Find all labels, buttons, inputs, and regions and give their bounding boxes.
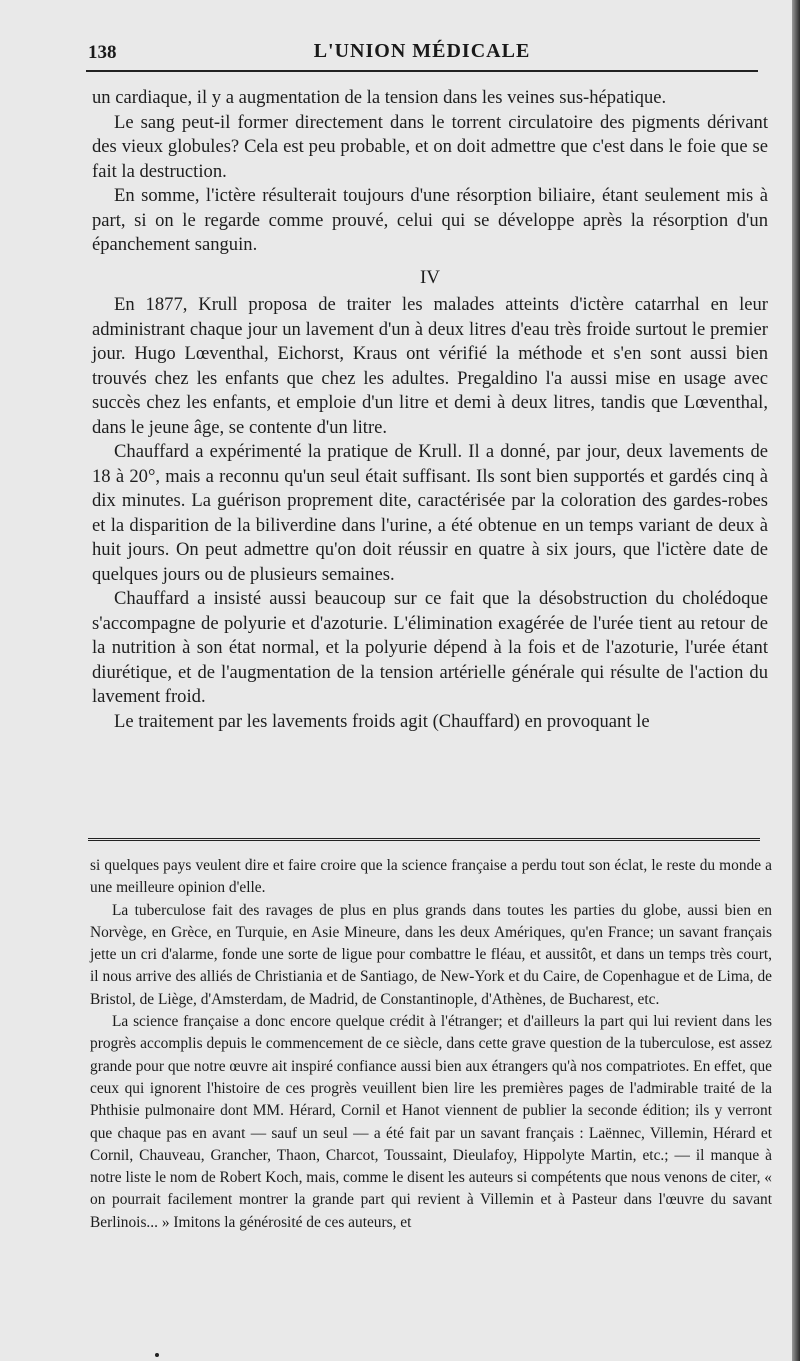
- footnote-separator: [88, 838, 760, 845]
- paragraph: En somme, l'ictère résulterait toujours d'une résorption biliaire, étant seulement mis à part, si on le regarde comme prouvé, celui qui se développe après la résorption d'un épanchement sanguin.: [92, 185, 768, 255]
- note-paragraph: La science française a donc encore quelque crédit à l'étranger; et d'ailleurs la part qui lui revient dans les progrès accomplis depuis le commencement de ce siècle, dans cette grave question de la tuberculose, est assez grande pour que notre œuvre ait inspiré confiance aussi bien aux étrangers qu'à nos compatriotes. En effet, que ceux qui ignorent l'histoire de ces progrès veuillent bien lire les premières pages de l'admirable traité de la Phthisie pulmonaire dont MM. Hérard, Cornil et Hanot viennent de publier la seconde édition; ils y verront que chaque pas en avant — sauf un seul — a été fait par un savant français : Laënnec, Villemin, Hérard et Cornil, Chauveau, Grancher, Thaon, Charcot, Toussaint, Dieulafoy, Hippolyte Martin, etc.; — il manque à notre liste le nom de Robert Koch, mais, comme le disent les auteurs si compétents que nous venons de citer, « on pourrait facilement montrer la grande part qui revient à Villemin et à Pasteur dans l'œuvre du savant Berlinois... » Imitons la générosité de ces auteurs, et: [90, 1013, 772, 1231]
- page-header: [88, 36, 756, 68]
- paragraph: En 1877, Krull proposa de traiter les malades atteints d'ictère catarrhal en leur administrant chaque jour un lavement d'un à deux litres d'eau très froide surtout le premier jour. Hugo Lœventhal, Eichorst, Kraus ont vérifié la méthode et s'en sont aussi bien trouvés chez les enfants que chez les adultes. Pregaldino l'a aussi mise en usage avec succès chez les enfants, et emploie d'un litre et demi à deux litres, tandis que Lœventhal, dans le jeune âge, se contente d'un litre.: [92, 294, 768, 438]
- paragraph: Chauffard a expérimenté la pratique de Krull. Il a donné, par jour, deux lavements de 18 à 20°, mais a reconnu qu'un seul était suffisant. Ils sont bien supportés et gardés cinq à dix minutes. La guérison proprement dite, caractérisée par la coloration des gardes-robes et la disparition de la biliverdine dans l'urine, a été obtenue en un temps variant de deux à huit jours. On peut admettre qu'on doit réussir en quatre à six jours, que l'ictère date de quelques jours ou de plusieurs semaines.: [92, 441, 768, 585]
- running-title: L'UNION MÉDICALE: [313, 40, 531, 62]
- header-rule: [86, 70, 758, 72]
- page-edge-shadow: [792, 0, 800, 1361]
- paragraph: Le traitement par les lavements froids agit (Chauffard) en provoquant le: [114, 710, 650, 732]
- feuilleton-text: [90, 855, 772, 1234]
- page-number: 138: [88, 42, 117, 63]
- main-text: [92, 86, 768, 734]
- section-heading: IV: [419, 266, 441, 288]
- paragraph: Chauffard a insisté aussi beaucoup sur ce fait que la désobstruction du cholédoque s'accompagne de polyurie et d'azoturie. L'élimination exagérée de l'urée tient au retour de la nutrition à son état normal, et la polyurie dépend à la fois et de l'azoturie, l'urée étant diurétique, et de l'augmentation de la tension artérielle générale qui résulte de l'action du lavement froid.: [92, 588, 768, 707]
- paragraph: Le sang peut-il former directement dans le torrent circulatoire des pigments dérivant des vieux globules? Cela est peu probable, et on doit admettre que c'est dans le foie que se fait la destruction.: [92, 111, 768, 182]
- ink-speck: [155, 1353, 159, 1357]
- paragraph: un cardiaque, il y a augmentation de la tension dans les veines sus-hépatique.: [92, 87, 667, 108]
- note-paragraph: La tuberculose fait des ravages de plus en plus grands dans toutes les parties du globe, aussi bien en Norvège, en Grèce, en Turquie, en Asie Mineure, dans les deux Amériques, qu'en France; un savant français jette un cri d'alarme, fonde une sorte de ligue pour combattre le fléau, et aussitôt, et dans un temps très court, il nous arrive des alliés de Christiania et de Santiago, de New-York et du Caire, de Copenhague et de Lima, de Bristol, de Liège, d'Amsterdam, de Madrid, de Constantinople, d'Athènes, de Bucharest, etc.: [90, 901, 772, 1008]
- note-paragraph: si quelques pays veulent dire et faire croire que la science française a perdu tout son éclat, le reste du monde a une meilleure opinion d'elle.: [90, 857, 772, 897]
